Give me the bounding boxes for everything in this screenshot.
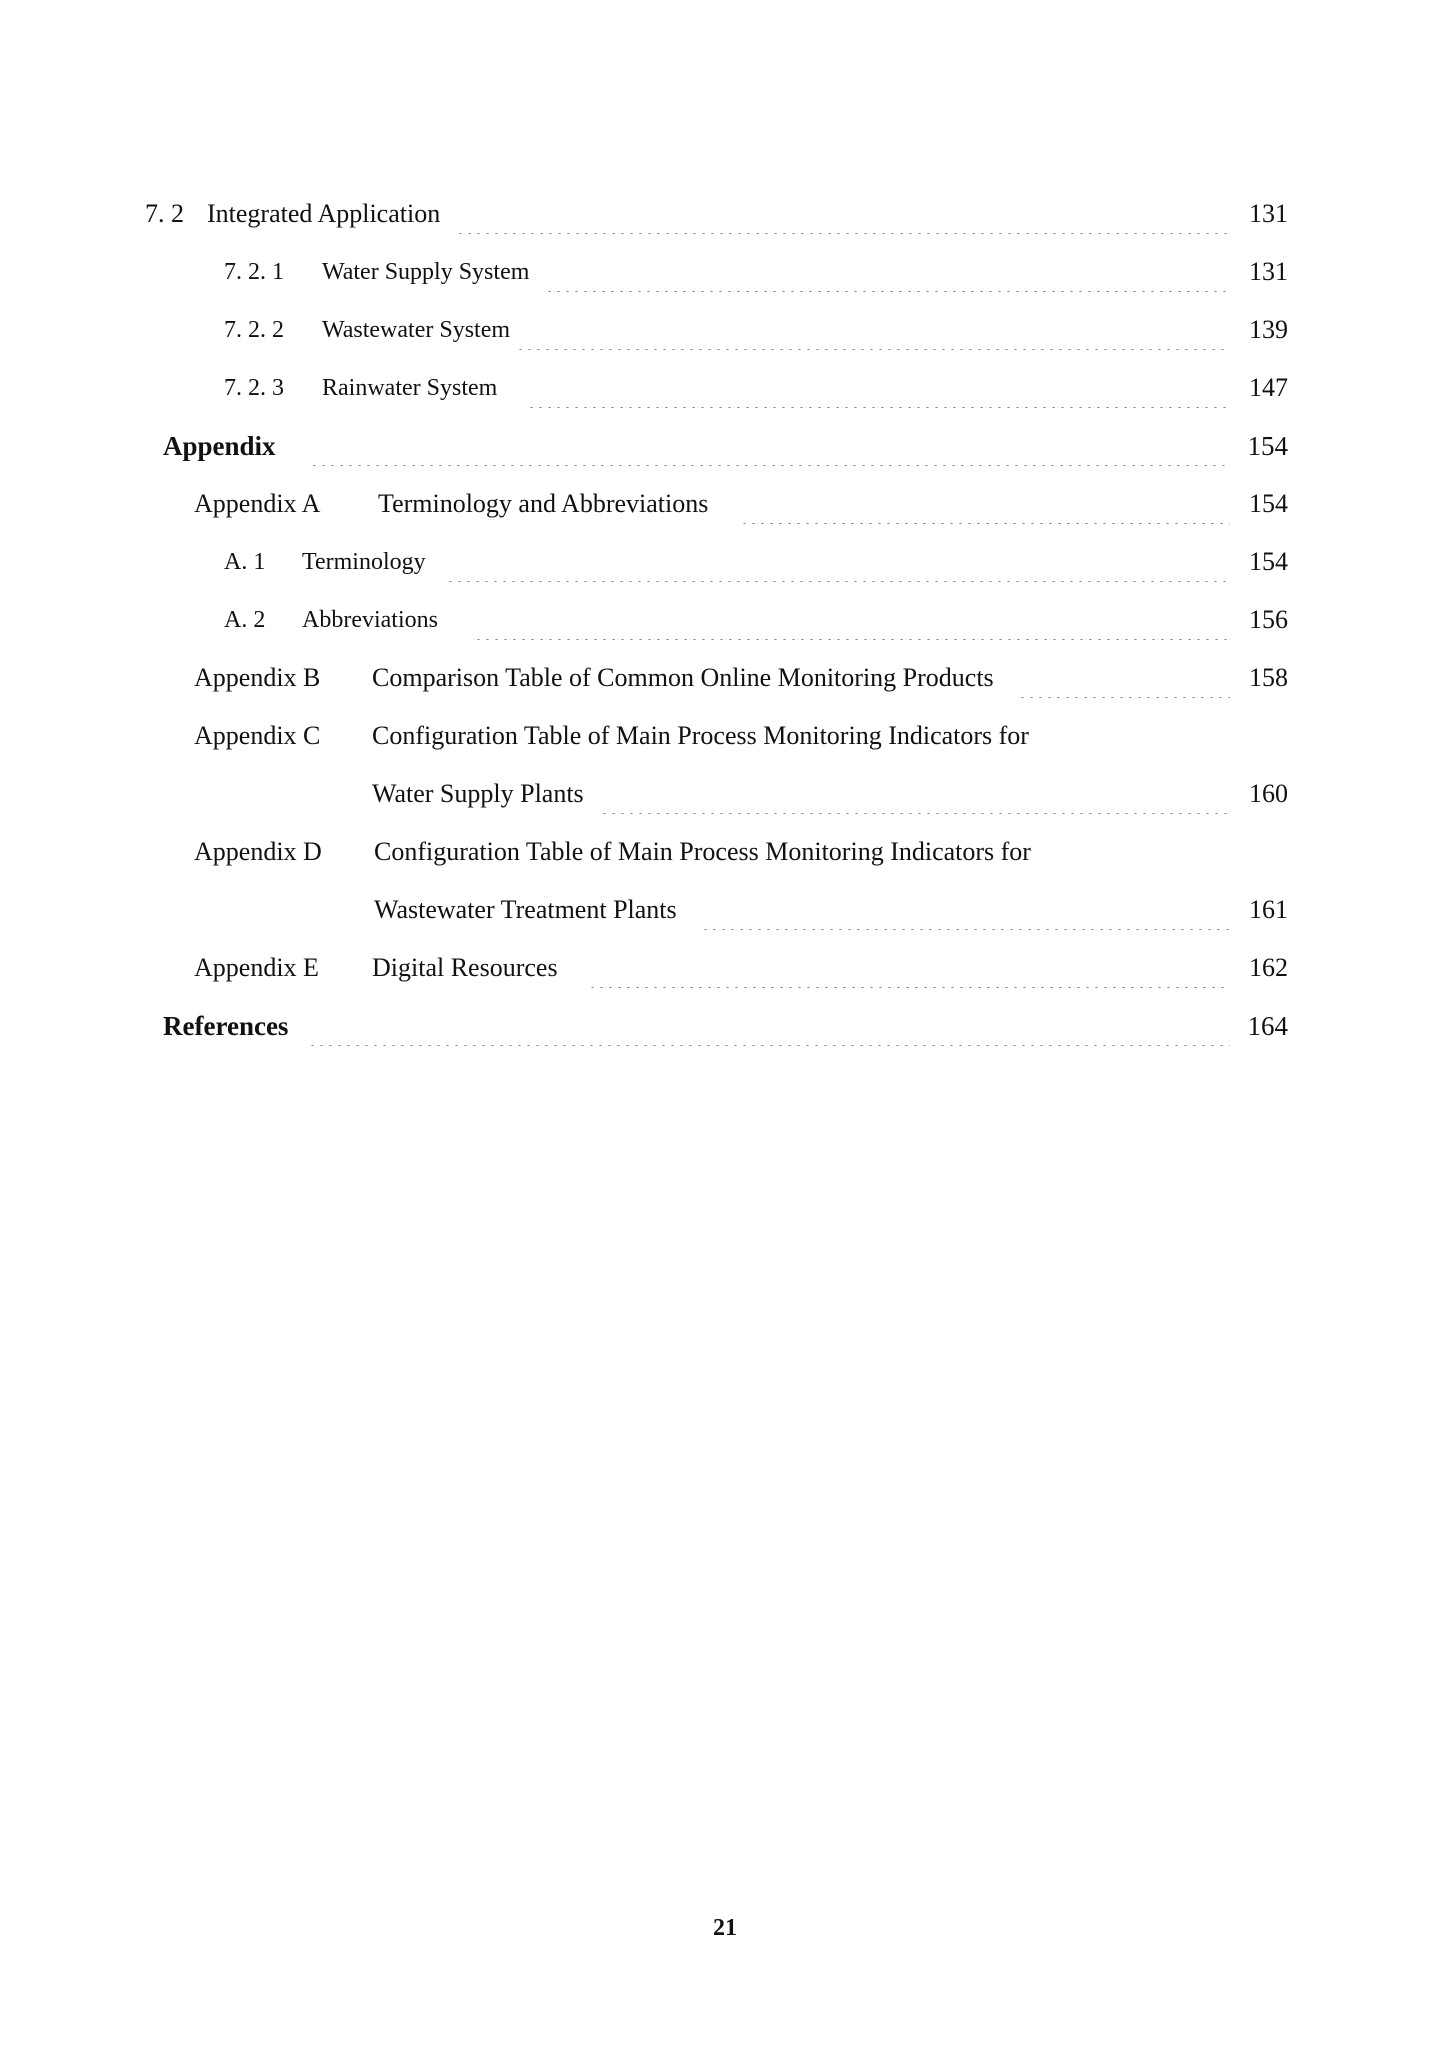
toc-entry-title: Terminology xyxy=(302,548,426,575)
dot-leader xyxy=(456,194,1230,234)
toc-entry-title: Integrated Application xyxy=(207,199,441,228)
dot-leader xyxy=(600,774,1230,814)
toc-entry-number: Appendix A xyxy=(194,489,321,518)
toc-entry-title: Water Supply Plants xyxy=(372,779,584,808)
dot-leader xyxy=(474,600,1230,640)
toc-entry-number: Appendix B xyxy=(194,663,321,692)
toc-entry-appendix-e[interactable] xyxy=(194,948,1288,988)
dot-leader xyxy=(588,948,1230,988)
toc-entry-page: 156 xyxy=(1249,605,1288,634)
toc-entry-number: A. 2 xyxy=(224,606,266,633)
toc-entry-title: Water Supply System xyxy=(322,258,530,285)
toc-entry-page: 158 xyxy=(1249,663,1288,692)
dot-leader xyxy=(446,542,1230,582)
toc-entry-number: 7. 2. 3 xyxy=(224,374,284,401)
toc-entry-appendix[interactable] xyxy=(163,426,1288,466)
toc-entry-appendix-d[interactable] xyxy=(194,832,1288,872)
toc-entry-a-1[interactable] xyxy=(224,542,1288,582)
toc-entry-title: References xyxy=(163,1010,289,1041)
toc-entry-appendix-b[interactable] xyxy=(194,658,1288,698)
dot-leader xyxy=(308,1006,1230,1046)
toc-entry-7-2[interactable] xyxy=(145,194,1288,234)
toc-entry-number: Appendix C xyxy=(194,721,321,750)
toc-entry-number: 7. 2. 2 xyxy=(224,316,284,343)
toc-entry-title: Wastewater Treatment Plants xyxy=(374,895,677,924)
toc-entry-page: 154 xyxy=(1249,547,1288,576)
toc-entry-references[interactable] xyxy=(163,1006,1288,1046)
toc-entry-7-2-2[interactable] xyxy=(224,310,1288,350)
dot-leader xyxy=(740,484,1230,524)
toc-entry-number: Appendix E xyxy=(194,953,319,982)
toc-entry-title: Digital Resources xyxy=(372,953,558,982)
dot-leader xyxy=(545,252,1230,292)
toc-entry-page: 139 xyxy=(1249,315,1288,344)
page-number: 21 xyxy=(713,1915,737,1941)
toc-entry-number: 7. 2. 1 xyxy=(224,258,284,285)
toc-entry-title: Terminology and Abbreviations xyxy=(378,489,709,518)
toc-entry-page: 147 xyxy=(1249,373,1288,402)
toc-entry-page: 160 xyxy=(1249,779,1288,808)
toc-entry-page: 164 xyxy=(1247,1010,1288,1041)
toc-entry-title: Configuration Table of Main Process Monitoring Indicators for xyxy=(374,837,1031,866)
dot-leader xyxy=(516,310,1230,350)
toc-entry-page: 154 xyxy=(1249,489,1288,518)
dot-leader xyxy=(527,368,1230,408)
toc-entry-number: 7. 2 xyxy=(145,199,184,228)
toc-entry-appendix-c-continued[interactable] xyxy=(372,774,1288,814)
dot-leader xyxy=(701,890,1230,930)
toc-entry-page: 131 xyxy=(1249,257,1288,286)
toc-entry-number: A. 1 xyxy=(224,548,266,575)
toc-entry-title: Comparison Table of Common Online Monitoring Products xyxy=(372,663,994,692)
toc-entry-7-2-3[interactable] xyxy=(224,368,1288,408)
toc-entry-title: Abbreviations xyxy=(302,606,438,633)
toc-entry-page: 161 xyxy=(1249,895,1288,924)
toc-entry-appendix-c[interactable] xyxy=(194,716,1288,756)
toc-entry-a-2[interactable] xyxy=(224,600,1288,640)
toc-entry-page: 154 xyxy=(1247,430,1288,461)
toc-entry-appendix-d-continued[interactable] xyxy=(374,890,1288,930)
toc-entry-page: 162 xyxy=(1249,953,1288,982)
toc-entry-7-2-1[interactable] xyxy=(224,252,1288,292)
dot-leader xyxy=(1018,658,1230,698)
toc-entry-number: Appendix D xyxy=(194,837,322,866)
toc-entry-page: 131 xyxy=(1249,199,1288,228)
dot-leader xyxy=(310,426,1230,466)
toc-entry-title: Rainwater System xyxy=(322,374,498,401)
toc-entry-title: Configuration Table of Main Process Monitoring Indicators for xyxy=(372,721,1029,750)
toc-entry-title: Wastewater System xyxy=(322,316,511,343)
toc-entry-title: Appendix xyxy=(163,430,276,461)
toc-entry-appendix-a[interactable] xyxy=(194,484,1288,524)
